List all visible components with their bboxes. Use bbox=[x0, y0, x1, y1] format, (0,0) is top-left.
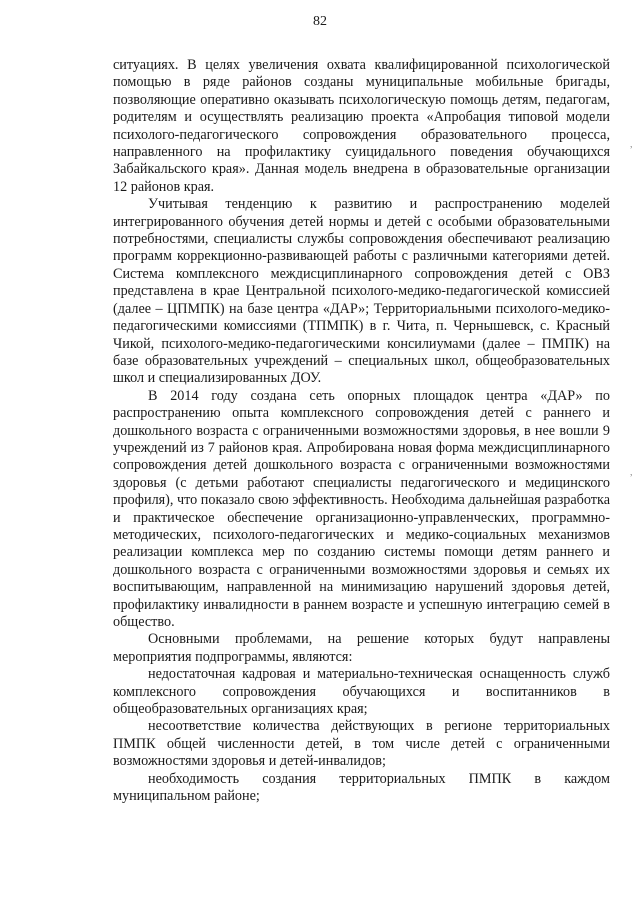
margin-scan-mark: , bbox=[630, 467, 633, 478]
paragraph-3: В 2014 году создана сеть опорных площадок центра «ДАР» по распространению опыта комплексного сопровождения детей с раннего и дошкольного возраста с ограниченными возможностями здоровья, в нее вошли 9 учреждений из 7 районов края. Апробирована новая форма междисциплинарного сопровождения детей дошкольного возраста с ограниченными возможностями здоровья (с детьми работают специалисты педагогического и медицинского профиля), что показало свою эффективность. Необходима дальнейшая разработка и практическое обеспечение организационно-управленческих, программно-методических, психолого-педагогических и медико-социальных механизмов реализации комплекса мер по созданию системы помощи детям раннего и дошкольного возраста с ограниченными возможностями здоровья и семьях их воспитывающим, направленной на минимизацию нарушений здоровья детей, профилактику инвалидности в раннем возрасте и успешную интеграцию семей в общество. bbox=[113, 387, 610, 630]
margin-scan-mark: , bbox=[630, 139, 633, 150]
paragraph-1: ситуациях. В целях увеличения охвата квалифицированной психологической помощью в ряде районов созданы муниципальные мобильные бригады, позволяющие оперативно оказывать психологическую помощь детям, педагогам, родителям и осуществлять реализацию проекта «Апробация типовой модели психолого-педагогического сопровождения образовательного процесса, направленного на профилактику суицидального поведения обучающихся Забайкальского края». Данная модель внедрена в образовательные организации 12 районов края. bbox=[113, 57, 610, 195]
paragraph-7: необходимость создания территориальных ПМПК в каждом муниципальном районе; bbox=[113, 770, 610, 805]
paragraph-6: несоответствие количества действующих в регионе территориальных ПМПК общей численности детей, в том числе детей с ограниченными возможностями здоровья и детей-инвалидов; bbox=[113, 718, 610, 770]
page-number: 82 bbox=[313, 14, 327, 29]
paragraph-5: недостаточная кадровая и материально-техническая оснащенность служб комплексного сопровождения обучающихся и воспитанников в общеобразовательных организациях края; bbox=[113, 666, 610, 718]
paragraph-2: Учитывая тенденцию к развитию и распространению моделей интегрированного обучения детей нормы и детей с особыми образовательными потребностями, специалисты службы сопровождения обеспечивают реализацию программ коррекционно-развивающей работы с различными категориями детей. Система комплексного междисциплинарного сопровождения детей с ОВЗ представлена в крае Центральной психолого-медико-педагогической комиссией (далее – ЦПМПК) на базе центра «ДАР»; Территориальными психолого-медико-педагогическими комиссиями (ТПМПК) в г. Чита, п. Чернышевск, с. Красный Чикой, психолого-медико-педагогическими консилиумами (далее – ПМПК) на базе образовательных учреждений – специальных школ, общеобразовательных школ и специализированных ДОУ. bbox=[113, 196, 610, 387]
paragraph-4: Основными проблемами, на решение которых будут направлены мероприятия подпрограммы, являются: bbox=[113, 631, 610, 665]
body-text bbox=[113, 57, 610, 805]
